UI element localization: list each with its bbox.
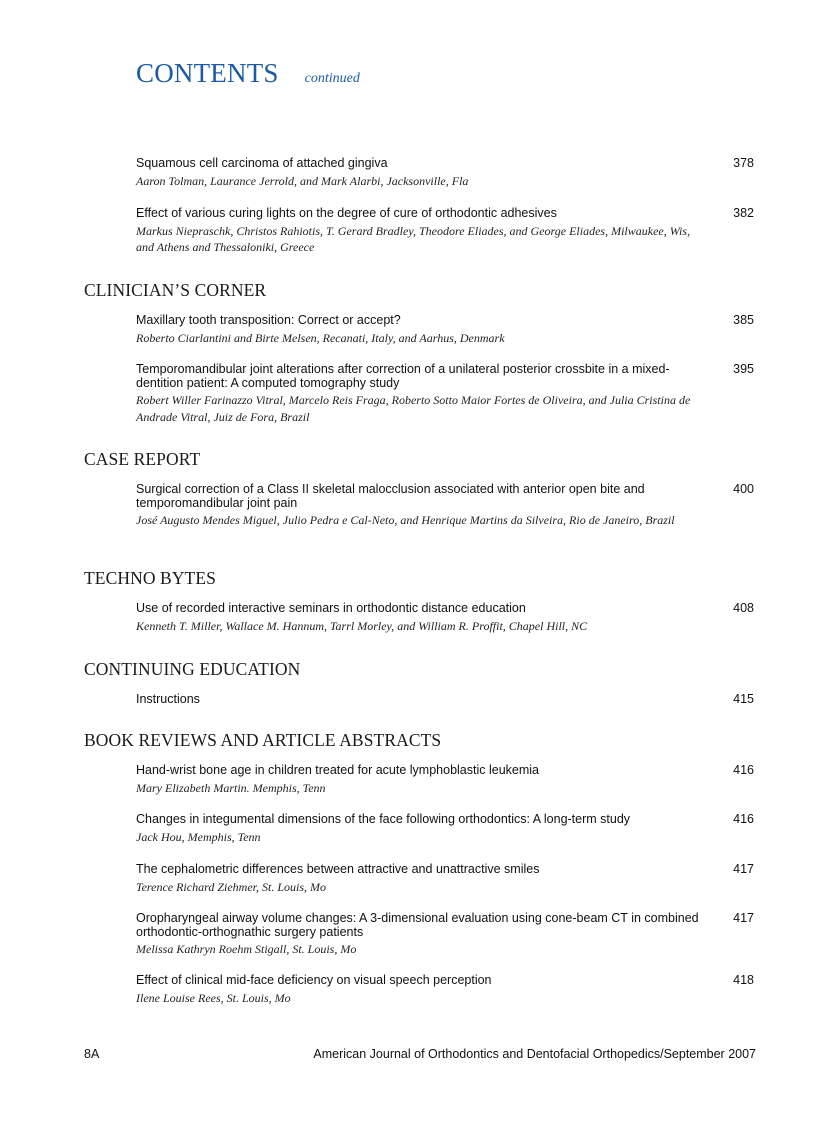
page-title: CONTENTS [136, 58, 279, 88]
entry-page-number: 385 [733, 313, 754, 327]
section-heading-book-reviews: BOOK REVIEWS AND ARTICLE ABSTRACTS [84, 730, 442, 750]
entry-title: Surgical correction of a Class II skeletal malocclusion associated with anterior open bite and temporomandibular joint pain [136, 482, 645, 510]
entry-page-number: 417 [733, 862, 754, 876]
section-heading-continuing-education: CONTINUING EDUCATION [84, 659, 301, 679]
entry-authors: José Augusto Mendes Miguel, Julio Pedra e Cal-Neto, and Henrique Martins da Silveira, Rio de Janeiro, Brazil [136, 513, 675, 527]
entry-title: Effect of various curing lights on the degree of cure of orthodontic adhesives [136, 206, 557, 220]
entry-authors: Aaron Tolman, Laurance Jerrold, and Mark Alarbi, Jacksonville, Fla [136, 173, 469, 188]
toc-entry[interactable] [136, 157, 756, 189]
toc-entry[interactable] [136, 314, 756, 346]
entry-title: Changes in integumental dimensions of the face following orthodontics: A long-term study [136, 812, 631, 826]
entry-page-number: 378 [733, 156, 754, 170]
entry-page-number: 416 [733, 763, 754, 777]
entry-authors: Markus Niepraschk, Christos Rahiotis, T. Gerard Bradley, Theodore Eliades, and George Eliades, Milwaukee, Wis, and Athens and Thessaloniki, Greece [136, 223, 691, 254]
toc-entry[interactable] [136, 974, 756, 1006]
entry-title: Instructions [136, 692, 200, 706]
entry-authors: Kenneth T. Miller, Wallace M. Hannum, Tarrl Morley, and William R. Proffit, Chapel Hill, NC [136, 618, 588, 633]
entry-page-number: 382 [733, 206, 754, 220]
entry-page-number: 418 [733, 973, 754, 987]
entry-title: Effect of clinical mid-face deficiency on visual speech perception [136, 973, 492, 987]
entry-authors: Melissa Kathryn Roehm Stigall, St. Louis, Mo [136, 942, 357, 956]
toc-entry[interactable] [136, 813, 756, 845]
entry-title: The cephalometric differences between attractive and unattractive smiles [136, 862, 540, 876]
entry-page-number: 395 [733, 362, 754, 376]
entry-title: Use of recorded interactive seminars in orthodontic distance education [136, 601, 526, 615]
footer-journal-name: American Journal of Orthodontics and Dentofacial Orthopedics/September 2007 [313, 1047, 756, 1061]
entry-page-number: 400 [733, 482, 754, 496]
entry-page-number: 416 [733, 812, 754, 826]
entry-title: Temporomandibular joint alterations after correction of a unilateral posterior crossbite in a mixed-dentition patient: A computed tomography study [136, 362, 670, 390]
entry-authors: Mary Elizabeth Martin. Memphis, Tenn [136, 780, 326, 795]
entry-title: Squamous cell carcinoma of attached gingiva [136, 156, 388, 170]
toc-entry[interactable] [136, 483, 756, 529]
toc-entry[interactable] [136, 363, 756, 425]
toc-entry[interactable] [136, 863, 756, 895]
entry-authors: Roberto Ciarlantini and Birte Melsen, Recanati, Italy, and Aarhus, Denmark [136, 330, 505, 345]
entry-page-number: 415 [733, 692, 754, 706]
page-header [136, 58, 360, 89]
page-subtitle: continued [304, 71, 360, 86]
section-heading-clinicians-corner: CLINICIAN’S CORNER [84, 280, 267, 300]
entry-title: Maxillary tooth transposition: Correct or accept? [136, 313, 401, 327]
section-heading-techno-bytes: TECHNO BYTES [84, 568, 216, 588]
toc-entry[interactable] [136, 693, 756, 707]
toc-entry[interactable] [136, 912, 756, 958]
entry-authors: Ilene Louise Rees, St. Louis, Mo [136, 990, 291, 1005]
entry-authors: Jack Hou, Memphis, Tenn [136, 829, 261, 844]
toc-entry[interactable] [136, 602, 756, 634]
section-heading-case-report: CASE REPORT [84, 449, 201, 469]
toc-entry[interactable] [136, 764, 756, 796]
entry-page-number: 408 [733, 601, 754, 615]
entry-authors: Robert Willer Farinazzo Vitral, Marcelo Reis Fraga, Roberto Sotto Maior Fortes de Oliveira, and Julia Cristina de Andrade Vitral, Juiz de Fora, Brazil [136, 393, 691, 424]
footer-page-number: 8A [84, 1047, 100, 1061]
entry-authors: Terence Richard Ziehmer, St. Louis, Mo [136, 879, 326, 894]
entry-title: Oropharyngeal airway volume changes: A 3-dimensional evaluation using cone-beam CT in combined orthodontic-orthognathic surgery patients [136, 911, 699, 939]
entry-title: Hand-wrist bone age in children treated for acute lymphoblastic leukemia [136, 763, 539, 777]
toc-entry[interactable] [136, 207, 756, 256]
entry-page-number: 417 [733, 911, 754, 925]
